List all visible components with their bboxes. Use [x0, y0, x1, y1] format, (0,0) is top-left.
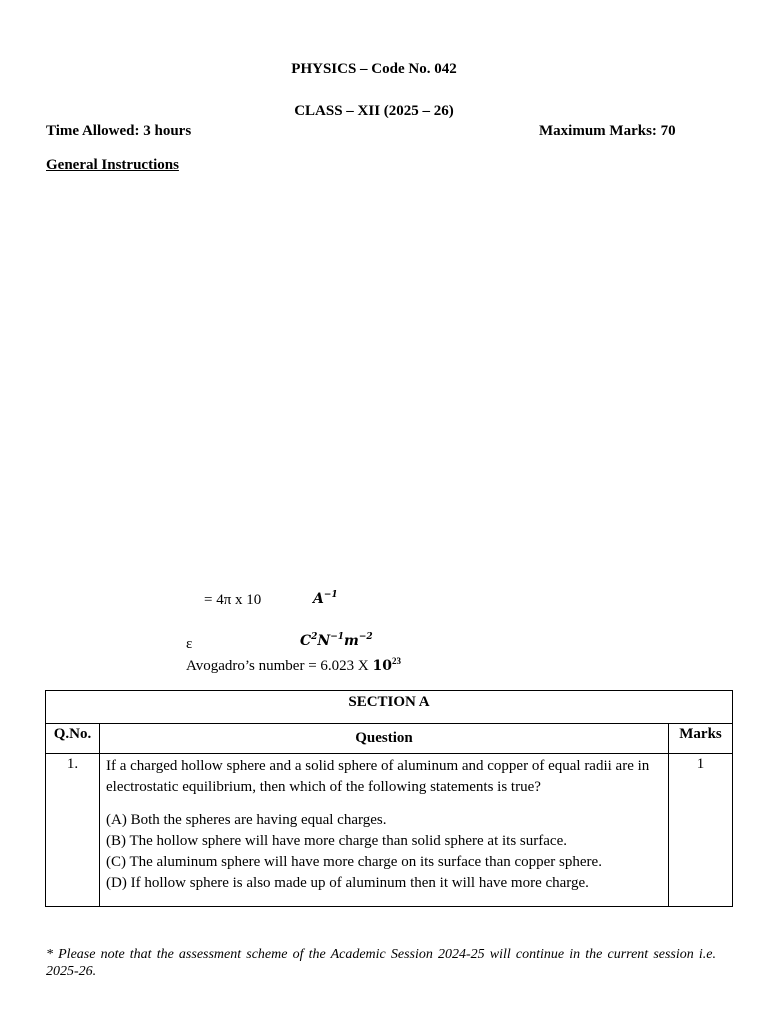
eps-unit-c-exp: 2: [311, 632, 318, 642]
eps-unit-n: N: [317, 633, 331, 649]
eps-unit-m: m: [344, 633, 359, 649]
eps-unit-m-exp: −2: [358, 632, 373, 642]
section-title: SECTION A: [46, 691, 733, 724]
epsilon-symbol: ε: [186, 636, 193, 652]
option-c: (C) The aluminum sphere will have more charge on its surface than copper sphere.: [106, 854, 602, 870]
mu-unit: [313, 590, 338, 607]
footnote: * Please note that the assessment scheme of the Academic Session 2024-25 will continue in the current session i.e. 2025-26.: [46, 947, 716, 979]
option-d: (D) If hollow sphere is also made up of aluminum then it will have more charge.: [106, 875, 589, 891]
mu-unit-base: A: [313, 591, 324, 607]
avogadro-exp: 23: [391, 656, 401, 666]
table-row: [46, 754, 733, 907]
question-text: If a charged hollow sphere and a solid sphere of aluminum and copper of equal radii are in electrostatic equilibrium, then which of the following statements is true?: [106, 758, 650, 795]
option-a: (A) Both the spheres are having equal charges.: [106, 812, 387, 828]
maximum-marks: Maximum Marks: 70: [539, 123, 676, 139]
header-question: Question: [100, 724, 669, 754]
avogadro-base: 10: [372, 658, 392, 674]
section-a-table: [45, 690, 733, 907]
header-qno: Q.No.: [46, 724, 100, 754]
mu-value: = 4π x 10: [204, 592, 262, 608]
option-b: (B) The hollow sphere will have more charge than solid sphere at its surface.: [106, 833, 567, 849]
options-list: [106, 810, 662, 894]
eps-unit-c: C: [300, 633, 312, 649]
mu-unit-exp: −1: [323, 590, 338, 600]
epsilon-unit: [300, 632, 373, 649]
question-marks: 1: [669, 754, 733, 907]
header-marks: Marks: [669, 724, 733, 754]
eps-unit-n-exp: −1: [330, 632, 345, 642]
class-title: CLASS – XII (2025 – 26): [294, 103, 454, 119]
avogadro-number: [186, 656, 401, 675]
time-allowed: Time Allowed: 3 hours: [46, 123, 192, 139]
paper-title: PHYSICS – Code No. 042: [291, 61, 457, 77]
question-cell: [100, 754, 669, 907]
avogadro-text: Avogadro’s number = 6.023 X: [186, 658, 373, 674]
question-number: 1.: [46, 754, 100, 907]
general-instructions-heading: General Instructions: [46, 157, 179, 173]
